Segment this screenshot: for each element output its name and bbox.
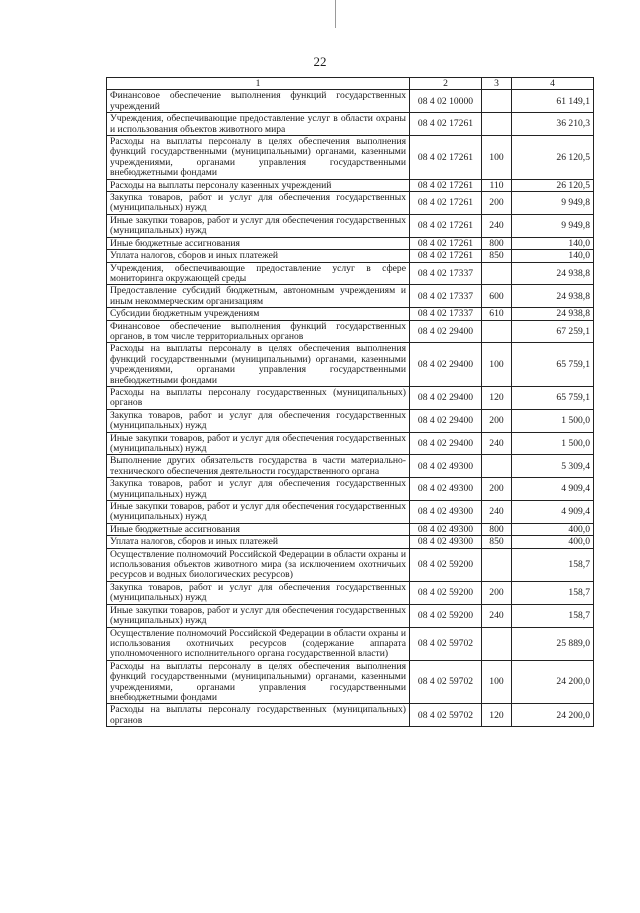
row-type-cell: 200 <box>482 409 512 432</box>
row-name-cell: Закупка товаров, работ и услуг для обеспечения государственных (муниципальных) нужд <box>107 192 410 215</box>
row-name-cell: Финансовое обеспечение выполнения функций государственных учреждений <box>107 90 410 113</box>
row-code-cell: 08 4 02 59702 <box>410 627 482 660</box>
table-row <box>107 523 594 535</box>
row-sum-cell: 24 938,8 <box>512 308 594 320</box>
row-sum-cell: 4 909,4 <box>512 501 594 524</box>
row-type-cell <box>482 113 512 136</box>
row-code-cell: 08 4 02 17261 <box>410 237 482 249</box>
row-type-cell: 100 <box>482 660 512 704</box>
row-sum-cell: 65 759,1 <box>512 386 594 409</box>
row-type-cell <box>482 627 512 660</box>
row-type-cell: 240 <box>482 501 512 524</box>
row-code-cell: 08 4 02 49300 <box>410 501 482 524</box>
table-row <box>107 179 594 191</box>
row-sum-cell: 140,0 <box>512 237 594 249</box>
table-row <box>107 581 594 604</box>
row-type-cell: 240 <box>482 432 512 455</box>
table-row <box>107 343 594 387</box>
row-code-cell: 08 4 02 17261 <box>410 179 482 191</box>
table-row <box>107 192 594 215</box>
table-row <box>107 536 594 548</box>
row-sum-cell: 36 210,3 <box>512 113 594 136</box>
row-sum-cell: 67 259,1 <box>512 320 594 343</box>
table-row <box>107 113 594 136</box>
row-sum-cell: 158,7 <box>512 548 594 581</box>
row-type-cell: 200 <box>482 581 512 604</box>
row-name-cell: Расходы на выплаты персоналу в целях обеспечения выполнения функций государственными (муниципальными) органами, казенными учреждениями, органами управления государственными внебюджетными фондами <box>107 343 410 387</box>
row-code-cell: 08 4 02 49300 <box>410 523 482 535</box>
row-sum-cell: 400,0 <box>512 536 594 548</box>
row-name-cell: Иные бюджетные ассигнования <box>107 237 410 249</box>
row-code-cell: 08 4 02 10000 <box>410 90 482 113</box>
table-row <box>107 250 594 262</box>
row-type-cell: 800 <box>482 523 512 535</box>
row-name-cell: Закупка товаров, работ и услуг для обеспечения государственных (муниципальных) нужд <box>107 478 410 501</box>
table-row <box>107 90 594 113</box>
row-type-cell: 100 <box>482 136 512 180</box>
row-name-cell: Расходы на выплаты персоналу государственных (муниципальных) органов <box>107 704 410 727</box>
row-sum-cell: 26 120,5 <box>512 179 594 191</box>
row-code-cell: 08 4 02 59702 <box>410 660 482 704</box>
row-sum-cell: 4 909,4 <box>512 478 594 501</box>
table-row <box>107 627 594 660</box>
row-sum-cell: 25 889,0 <box>512 627 594 660</box>
table-row <box>107 320 594 343</box>
row-name-cell: Иные закупки товаров, работ и услуг для обеспечения государственных (муниципальных) нужд <box>107 501 410 524</box>
table-body <box>107 90 594 727</box>
table-row <box>107 386 594 409</box>
row-name-cell: Расходы на выплаты персоналу в целях обеспечения выполнения функций государственными (муниципальными) органами, казенными учреждениями, органами управления государственными внебюджетными фондами <box>107 660 410 704</box>
row-type-cell: 800 <box>482 237 512 249</box>
row-sum-cell: 158,7 <box>512 581 594 604</box>
row-type-cell: 600 <box>482 285 512 308</box>
row-name-cell: Иные закупки товаров, работ и услуг для обеспечения государственных (муниципальных) нужд <box>107 214 410 237</box>
table-row <box>107 262 594 285</box>
row-code-cell: 08 4 02 29400 <box>410 409 482 432</box>
row-name-cell: Осуществление полномочий Российской Федерации в области охраны и использования объектов животного мира (за исключением охотничьих ресурсов и водных биологических ресурсов) <box>107 548 410 581</box>
row-type-cell: 850 <box>482 250 512 262</box>
row-type-cell: 240 <box>482 214 512 237</box>
header-sum-column: 4 <box>512 78 594 90</box>
row-name-cell: Закупка товаров, работ и услуг для обеспечения государственных (муниципальных) нужд <box>107 409 410 432</box>
header-type-column: 3 <box>482 78 512 90</box>
row-sum-cell: 24 200,0 <box>512 660 594 704</box>
table-row <box>107 432 594 455</box>
row-type-cell: 100 <box>482 343 512 387</box>
row-type-cell <box>482 548 512 581</box>
row-name-cell: Предоставление субсидий бюджетным, автономным учреждениям и иным некоммерческим организациям <box>107 285 410 308</box>
table-row <box>107 455 594 478</box>
row-name-cell: Закупка товаров, работ и услуг для обеспечения государственных (муниципальных) нужд <box>107 581 410 604</box>
row-type-cell: 850 <box>482 536 512 548</box>
row-code-cell: 08 4 02 17337 <box>410 285 482 308</box>
row-name-cell: Учреждения, обеспечивающие предоставление услуг в сфере мониторинга окружающей среды <box>107 262 410 285</box>
table-header-row <box>107 78 594 90</box>
row-type-cell: 110 <box>482 179 512 191</box>
table-row <box>107 237 594 249</box>
row-code-cell: 08 4 02 49300 <box>410 455 482 478</box>
row-sum-cell: 5 309,4 <box>512 455 594 478</box>
row-name-cell: Уплата налогов, сборов и иных платежей <box>107 250 410 262</box>
table-row <box>107 548 594 581</box>
row-type-cell: 610 <box>482 308 512 320</box>
row-type-cell: 200 <box>482 478 512 501</box>
row-code-cell: 08 4 02 29400 <box>410 386 482 409</box>
row-name-cell: Расходы на выплаты персоналу государственных (муниципальных) органов <box>107 386 410 409</box>
row-name-cell: Финансовое обеспечение выполнения функций государственных органов, в том числе территориальных органов <box>107 320 410 343</box>
row-code-cell: 08 4 02 49300 <box>410 536 482 548</box>
row-name-cell: Иные закупки товаров, работ и услуг для обеспечения государственных (муниципальных) нужд <box>107 432 410 455</box>
row-code-cell: 08 4 02 29400 <box>410 320 482 343</box>
row-code-cell: 08 4 02 59702 <box>410 704 482 727</box>
row-code-cell: 08 4 02 17261 <box>410 136 482 180</box>
row-code-cell: 08 4 02 59200 <box>410 548 482 581</box>
row-type-cell: 120 <box>482 704 512 727</box>
budget-table <box>106 77 594 727</box>
header-code-column: 2 <box>410 78 482 90</box>
table-row <box>107 285 594 308</box>
table-row <box>107 409 594 432</box>
table-row <box>107 604 594 627</box>
row-type-cell: 120 <box>482 386 512 409</box>
row-type-cell: 200 <box>482 192 512 215</box>
row-code-cell: 08 4 02 17337 <box>410 262 482 285</box>
row-code-cell: 08 4 02 17337 <box>410 308 482 320</box>
row-type-cell <box>482 455 512 478</box>
row-sum-cell: 24 200,0 <box>512 704 594 727</box>
table-row <box>107 308 594 320</box>
row-sum-cell: 140,0 <box>512 250 594 262</box>
row-type-cell <box>482 90 512 113</box>
table-row <box>107 501 594 524</box>
row-type-cell <box>482 320 512 343</box>
row-sum-cell: 26 120,5 <box>512 136 594 180</box>
row-code-cell: 08 4 02 59200 <box>410 581 482 604</box>
row-sum-cell: 65 759,1 <box>512 343 594 387</box>
table-row <box>107 704 594 727</box>
table-row <box>107 136 594 180</box>
row-code-cell: 08 4 02 49300 <box>410 478 482 501</box>
row-code-cell: 08 4 02 17261 <box>410 192 482 215</box>
row-name-cell: Иные закупки товаров, работ и услуг для обеспечения государственных (муниципальных) нужд <box>107 604 410 627</box>
row-type-cell: 240 <box>482 604 512 627</box>
table-row <box>107 214 594 237</box>
row-code-cell: 08 4 02 29400 <box>410 343 482 387</box>
row-sum-cell: 158,7 <box>512 604 594 627</box>
row-code-cell: 08 4 02 29400 <box>410 432 482 455</box>
table-row <box>107 478 594 501</box>
row-name-cell: Уплата налогов, сборов и иных платежей <box>107 536 410 548</box>
row-name-cell: Расходы на выплаты персоналу в целях обеспечения выполнения функций государственными (муниципальными) органами, казенными учреждениями, органами управления государственными внебюджетными фондами <box>107 136 410 180</box>
row-name-cell: Выполнение других обязательств государства в части материально-технического обеспечения деятельности государственного органа <box>107 455 410 478</box>
row-type-cell <box>482 262 512 285</box>
row-sum-cell: 9 949,8 <box>512 214 594 237</box>
row-sum-cell: 9 949,8 <box>512 192 594 215</box>
row-sum-cell: 24 938,8 <box>512 262 594 285</box>
row-sum-cell: 24 938,8 <box>512 285 594 308</box>
row-name-cell: Иные бюджетные ассигнования <box>107 523 410 535</box>
row-code-cell: 08 4 02 17261 <box>410 250 482 262</box>
row-name-cell: Субсидии бюджетным учреждениям <box>107 308 410 320</box>
row-name-cell: Учреждения, обеспечивающие предоставление услуг в области охраны и использования объектов животного мира <box>107 113 410 136</box>
row-code-cell: 08 4 02 17261 <box>410 113 482 136</box>
row-code-cell: 08 4 02 59200 <box>410 604 482 627</box>
page-number: 22 <box>313 54 327 69</box>
row-code-cell: 08 4 02 17261 <box>410 214 482 237</box>
header-name-column: 1 <box>107 78 410 90</box>
binding-mark <box>335 0 336 28</box>
row-sum-cell: 1 500,0 <box>512 409 594 432</box>
row-sum-cell: 400,0 <box>512 523 594 535</box>
row-sum-cell: 1 500,0 <box>512 432 594 455</box>
row-name-cell: Расходы на выплаты персоналу казенных учреждений <box>107 179 410 191</box>
table-row <box>107 660 594 704</box>
row-name-cell: Осуществление полномочий Российской Федерации в области охраны и использования охотничьих ресурсов (содержание аппарата уполномоченного исполнительного органа государственной власти) <box>107 627 410 660</box>
row-sum-cell: 61 149,1 <box>512 90 594 113</box>
